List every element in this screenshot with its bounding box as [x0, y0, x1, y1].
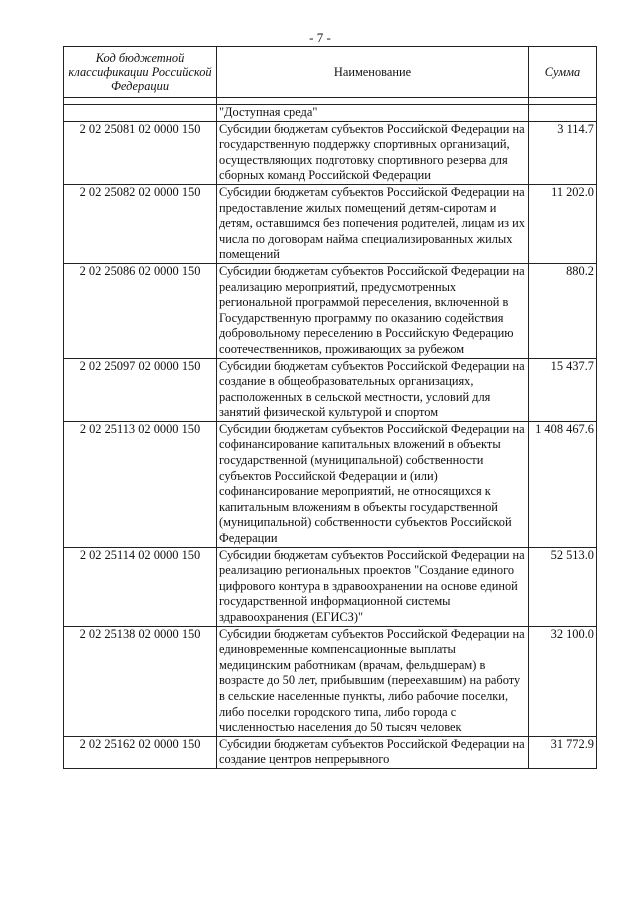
row-name: Субсидии бюджетам субъектов Российской Федерации на государственную поддержку спортивных организаций, осуществляющих подготовку спортивного резерва для сборных команд Российской Федерации — [217, 121, 529, 184]
table-spacer-row — [64, 98, 597, 105]
row-code: 2 02 25162 02 0000 150 — [64, 736, 217, 768]
row-code: 2 02 25081 02 0000 150 — [64, 121, 217, 184]
row-code: 2 02 25113 02 0000 150 — [64, 421, 217, 547]
table-row — [64, 358, 597, 421]
table-row — [64, 626, 597, 736]
spacer-cell — [64, 98, 217, 105]
header-code: Код бюджетной классификации Российской Федерации — [64, 47, 217, 98]
budget-classification-table — [63, 46, 597, 769]
row-code: 2 02 25086 02 0000 150 — [64, 263, 217, 358]
row-name: Субсидии бюджетам субъектов Российской Федерации на предоставление жилых помещений детям-сиротам и детям, оставшимся без попечения родителей, лицам из их числа по договорам найма специализированных жилых помещений — [217, 184, 529, 263]
row-code — [64, 105, 217, 122]
row-name: Субсидии бюджетам субъектов Российской Федерации на софинансирование капитальных вложений в объекты государственной (муниципальной) собственности субъектов Российской Федерации и (или) софинансирование мероприятий, не относящихся к капитальным вложениям в объекты государственной (муниципальной) собственности субъектов Российской Федерации — [217, 421, 529, 547]
row-name: Субсидии бюджетам субъектов Российской Федерации на реализацию региональных проектов "Создание единого цифрового контура в здравоохранении на основе единой государственной информационной системы здравоохранения (ЕГИСЗ)" — [217, 547, 529, 626]
header-name: Наименование — [217, 47, 529, 98]
table-row — [64, 547, 597, 626]
spacer-cell — [529, 98, 597, 105]
table-row — [64, 184, 597, 263]
row-name: Субсидии бюджетам субъектов Российской Федерации на единовременные компенсационные выплаты медицинским работникам (врачам, фельдшерам) в возрасте до 50 лет, прибывшим (переехавшим) на работу в сельские населенные пункты, либо рабочие поселки, либо поселки городского типа, либо города с численностью населения до 50 тысяч человек — [217, 626, 529, 736]
table-row — [64, 421, 597, 547]
table-row — [64, 121, 597, 184]
table-header-row — [64, 47, 597, 98]
row-code: 2 02 25097 02 0000 150 — [64, 358, 217, 421]
row-sum: 32 100.0 — [529, 626, 597, 736]
row-sum: 31 772.9 — [529, 736, 597, 768]
table-row — [64, 263, 597, 358]
row-sum: 3 114.7 — [529, 121, 597, 184]
row-sum: 11 202.0 — [529, 184, 597, 263]
row-name: "Доступная среда" — [217, 105, 529, 122]
row-sum — [529, 105, 597, 122]
row-sum: 52 513.0 — [529, 547, 597, 626]
row-sum: 1 408 467.6 — [529, 421, 597, 547]
row-name: Субсидии бюджетам субъектов Российской Федерации на реализацию мероприятий, предусмотренных региональной программой переселения, включенной в Государственную программу по оказанию содействия добровольному переселению в Российскую Федерацию соотечественников, проживающих за рубежом — [217, 263, 529, 358]
row-name: Субсидии бюджетам субъектов Российской Федерации на создание центров непрерывного — [217, 736, 529, 768]
row-sum: 880.2 — [529, 263, 597, 358]
header-sum: Сумма — [529, 47, 597, 98]
row-code: 2 02 25114 02 0000 150 — [64, 547, 217, 626]
row-name: Субсидии бюджетам субъектов Российской Федерации на создание в общеобразовательных организациях, расположенных в сельской местности, условий для занятий физической культурой и спортом — [217, 358, 529, 421]
row-code: 2 02 25138 02 0000 150 — [64, 626, 217, 736]
spacer-cell — [217, 98, 529, 105]
table-row — [64, 736, 597, 768]
page-number: - 7 - — [309, 30, 331, 45]
row-sum: 15 437.7 — [529, 358, 597, 421]
table-row — [64, 105, 597, 122]
row-code: 2 02 25082 02 0000 150 — [64, 184, 217, 263]
